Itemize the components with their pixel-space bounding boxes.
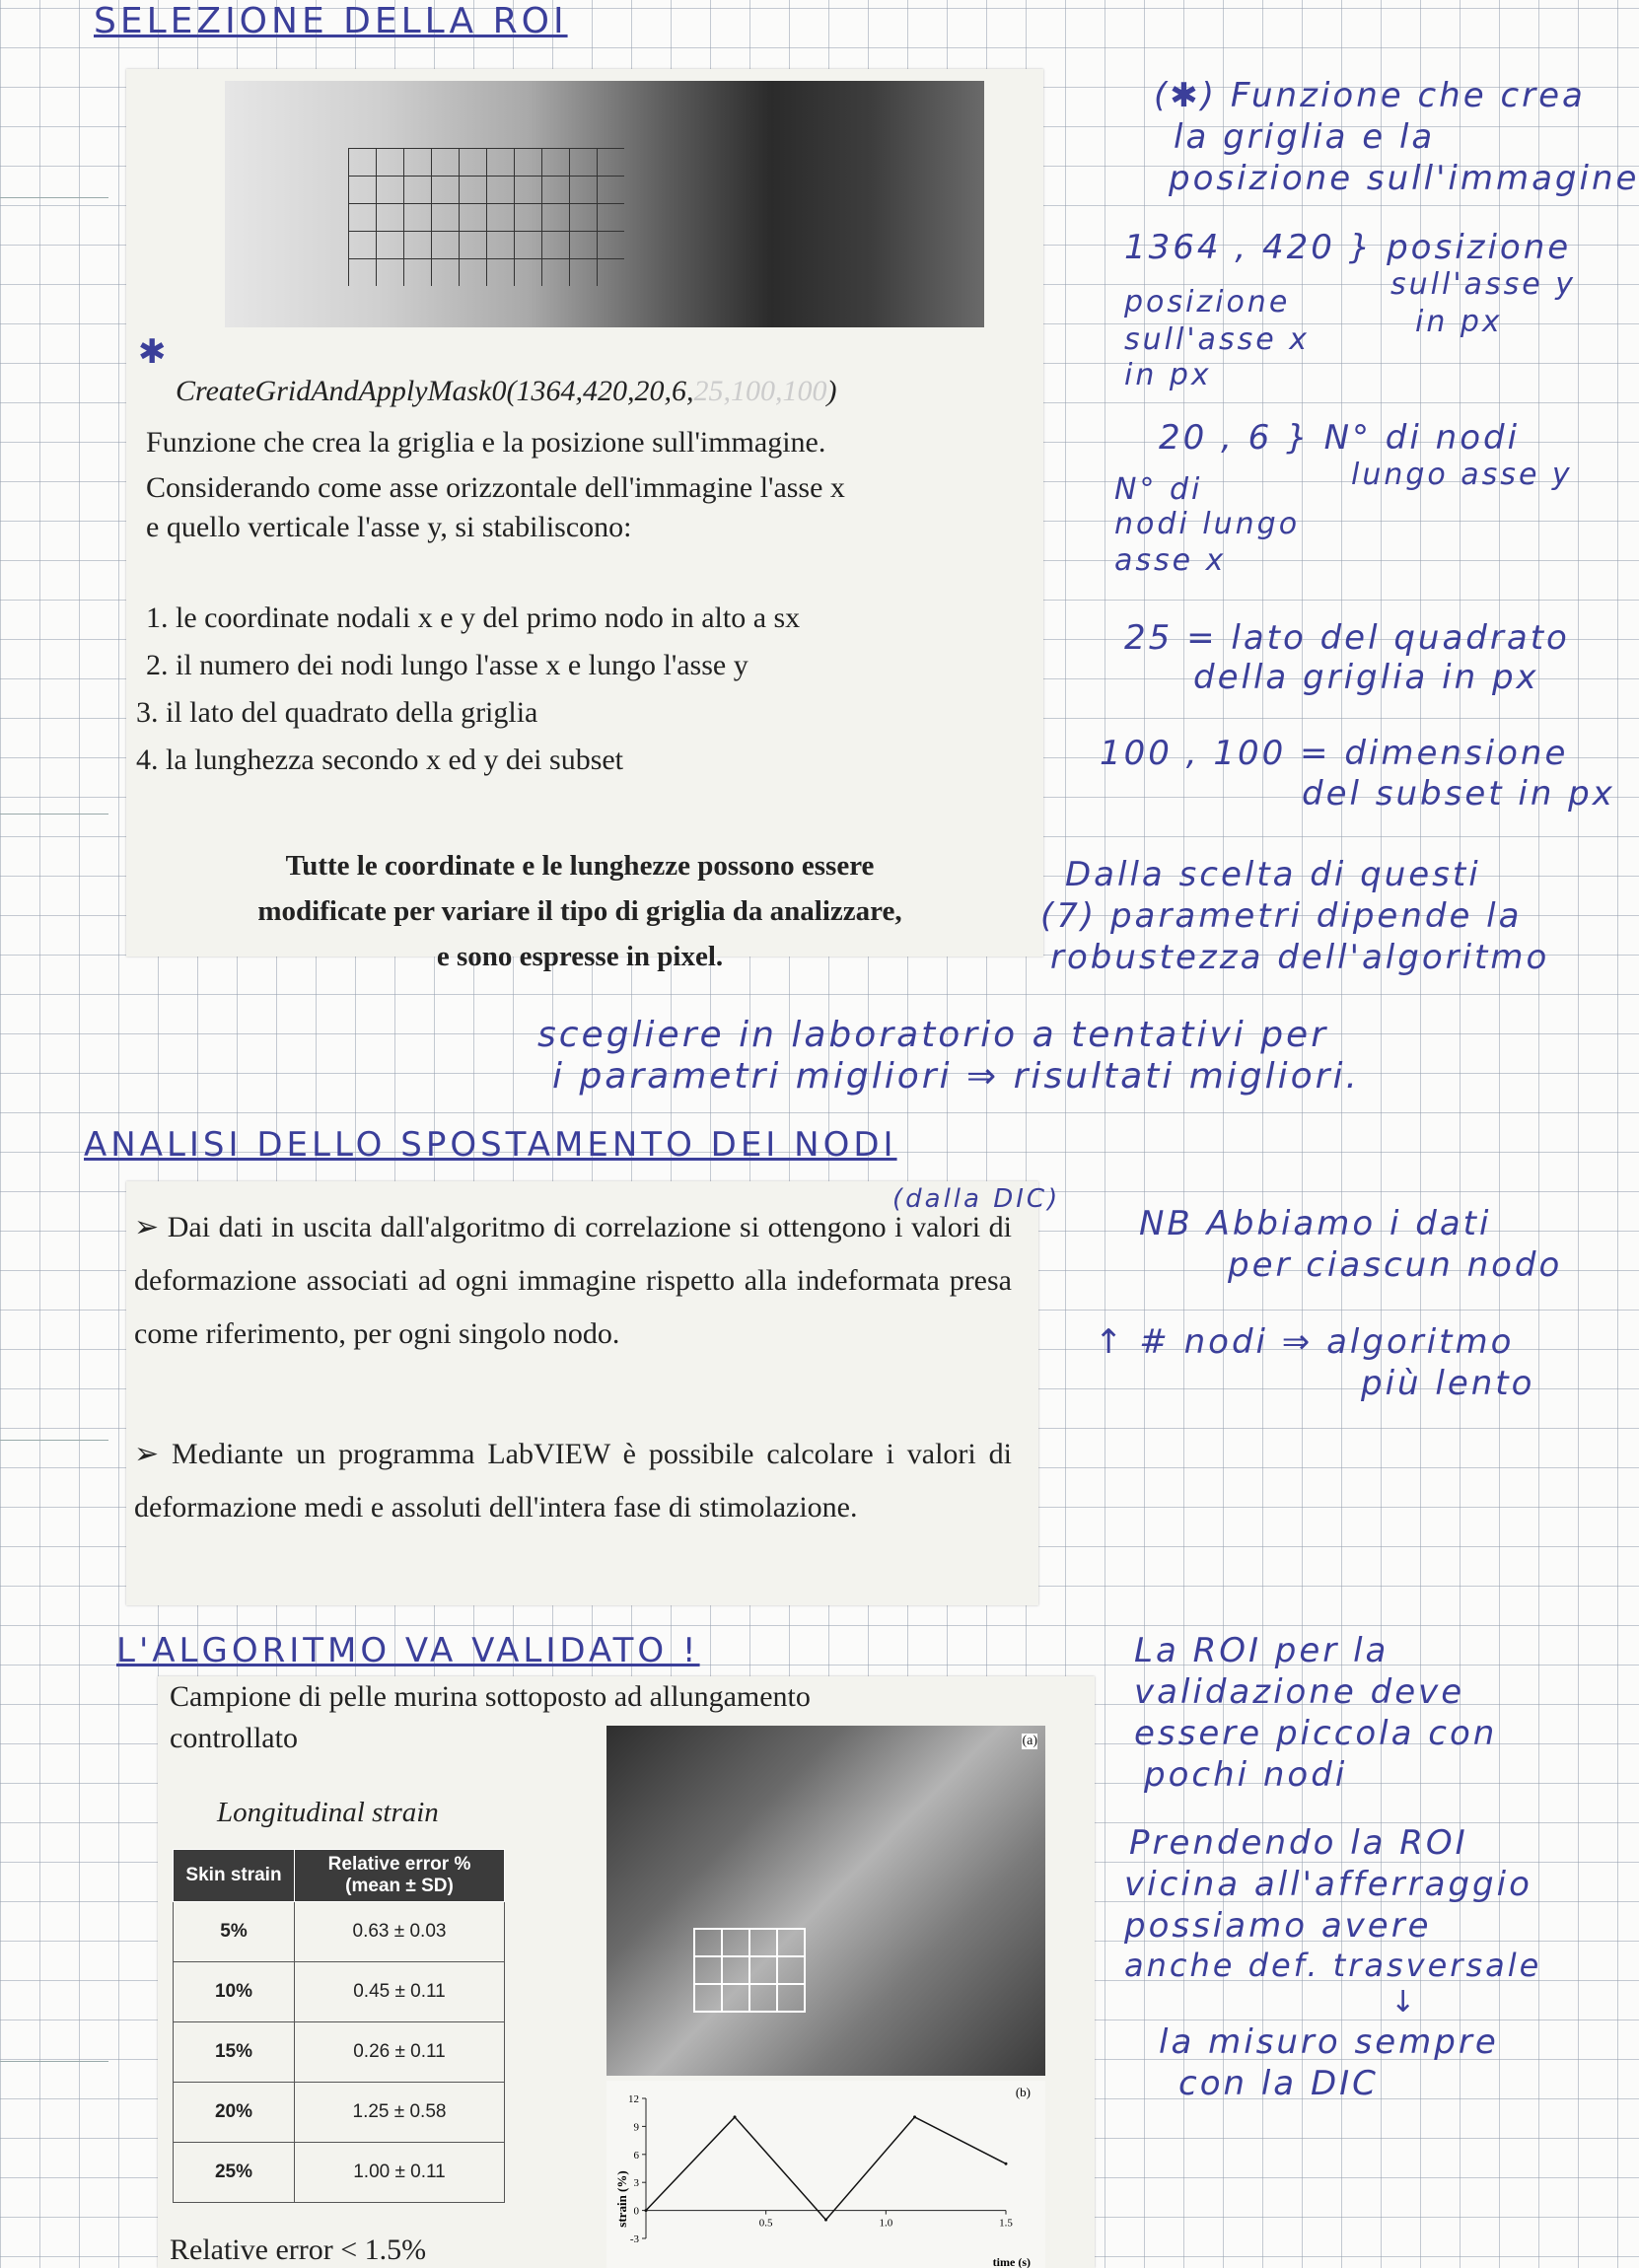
note-risultati: i parametri migliori ⇒ risultati migliori. bbox=[552, 1056, 1360, 1097]
note-dic: con la DIC bbox=[1178, 2064, 1379, 2103]
note-lento-2: più lento bbox=[1361, 1364, 1535, 1403]
panel-label-a: (a) bbox=[1022, 1734, 1037, 1748]
cell-strain: 10% bbox=[174, 1962, 295, 2022]
heading-analisi-spostamento: ANALISI DELLO SPOSTAMENTO DEI NODI bbox=[84, 1125, 897, 1165]
caption-line-1: Campione di pelle murina sottoposto ad allungamento bbox=[170, 1680, 811, 1713]
heading-selezione-roi: SELEZIONE DELLA ROI bbox=[94, 1, 568, 41]
relative-error-note: Relative error < 1.5% bbox=[170, 2233, 427, 2266]
roi-grid-overlay bbox=[348, 148, 624, 286]
function-call bbox=[176, 375, 836, 408]
y-tick-label: 12 bbox=[628, 2093, 639, 2105]
column-header-line: (mean ± SD) bbox=[345, 1876, 454, 1896]
specimen-photo bbox=[606, 1726, 1045, 2076]
slide-node-displacement bbox=[126, 1181, 1038, 1605]
strain-chart bbox=[606, 2081, 1045, 2268]
heading-algoritmo-validato: L'ALGORITMO VA VALIDATO ! bbox=[116, 1631, 700, 1670]
description-line-3: e quello verticale l'asse y, si stabiliscono: bbox=[146, 511, 632, 543]
note-roi-1: La ROI per la bbox=[1134, 1631, 1390, 1670]
note-in-px-y: in px bbox=[1415, 305, 1503, 339]
x-tick-label: 1.5 bbox=[999, 2217, 1013, 2230]
table-row bbox=[174, 2022, 505, 2083]
data-point bbox=[734, 2115, 737, 2118]
chart-ylabel: strain (%) bbox=[614, 2170, 629, 2228]
note-funzione-3: posizione sull'immagine bbox=[1169, 159, 1639, 198]
note-roi-3: essere piccola con bbox=[1134, 1714, 1498, 1753]
column-header-line: Relative error % bbox=[327, 1854, 471, 1875]
column-header bbox=[295, 1850, 505, 1902]
data-point bbox=[824, 2219, 827, 2222]
note-subset-px: del subset in px bbox=[1302, 774, 1615, 814]
cell-strain: 20% bbox=[174, 2083, 295, 2143]
binder-mark bbox=[0, 2061, 108, 2062]
column-header: Skin strain bbox=[174, 1850, 295, 1902]
note-lungo-y: lungo asse y bbox=[1351, 458, 1573, 492]
description-line-2: Considerando come asse orizzontale dell'immagine l'asse x bbox=[146, 471, 845, 504]
chart-xlabel: time (s) bbox=[992, 2255, 1031, 2268]
note-parametri: (7) parametri dipende la bbox=[1040, 896, 1523, 936]
note-nodi: 20 , 6 } N° di nodi bbox=[1159, 418, 1521, 458]
list-item: 1. le coordinate nodali x e y del primo nodo in alto a sx bbox=[146, 602, 801, 634]
strain-error-table bbox=[173, 1849, 505, 2203]
note-possiamo: possiamo avere bbox=[1124, 1906, 1432, 1946]
binder-mark bbox=[0, 814, 108, 815]
table-row bbox=[174, 1902, 505, 1962]
x-tick-label: 0.5 bbox=[758, 2217, 773, 2230]
panel-label-b: (b) bbox=[1015, 2085, 1031, 2099]
table-row bbox=[174, 2143, 505, 2203]
bold-note-2: modificate per variare il tipo di griglia da analizzare, bbox=[257, 895, 902, 927]
note-funzione-1: (✱) Funzione che crea bbox=[1154, 76, 1586, 115]
note-coord: 1364 , 420 } posizione bbox=[1124, 228, 1572, 267]
note-scelta: Dalla scelta di questi bbox=[1065, 855, 1481, 894]
asterisk-mark: ✱ bbox=[138, 332, 170, 372]
note-funzione-2: la griglia e la bbox=[1174, 117, 1436, 157]
description-line-1: Funzione che crea la griglia e la posizione sull'immagine. bbox=[146, 426, 826, 459]
function-main: CreateGridAndApplyMask0(1364,420,20,6, bbox=[176, 375, 694, 407]
y-tick-label: 0 bbox=[633, 2205, 639, 2218]
y-tick-label: 3 bbox=[633, 2177, 639, 2190]
cell-strain: 15% bbox=[174, 2022, 295, 2083]
caption-line-2: controllato bbox=[170, 1722, 298, 1754]
cell-error: 0.45 ± 0.11 bbox=[295, 1962, 505, 2022]
data-point bbox=[645, 2209, 648, 2212]
bold-note-1: Tutte le coordinate e le lunghezze possono essere bbox=[285, 850, 875, 882]
note-dalla-dic: (dalla DIC) bbox=[892, 1184, 1061, 1214]
y-tick-label: 9 bbox=[633, 2121, 639, 2134]
data-point bbox=[1005, 2162, 1008, 2165]
note-nodo: per ciascun nodo bbox=[1228, 1245, 1563, 1285]
note-asse-x: sull'asse x bbox=[1124, 322, 1310, 357]
list-item: 4. la lunghezza secondo x ed y dei subset bbox=[136, 744, 624, 776]
parameter-list bbox=[136, 602, 800, 791]
y-tick-label: 6 bbox=[633, 2149, 639, 2162]
note-asse-x-2: asse x bbox=[1114, 543, 1227, 578]
cell-error: 0.63 ± 0.03 bbox=[295, 1902, 505, 1962]
note-lento-1: ↑ # nodi ⇒ algoritmo bbox=[1095, 1322, 1515, 1362]
y-tick-label: -3 bbox=[629, 2233, 639, 2245]
binder-mark bbox=[0, 197, 108, 198]
note-lato: 25 = lato del quadrato bbox=[1124, 618, 1570, 658]
function-faint-params: 25,100,100 bbox=[693, 375, 827, 407]
note-misuro: la misuro sempre bbox=[1159, 2022, 1499, 2062]
note-asse-y: sull'asse y bbox=[1390, 267, 1576, 302]
slide-validation bbox=[158, 1676, 1095, 2268]
cell-error: 1.00 ± 0.11 bbox=[295, 2143, 505, 2203]
note-roi-4: pochi nodi bbox=[1144, 1755, 1348, 1795]
chart-background bbox=[606, 2081, 1045, 2268]
note-posizione: posizione bbox=[1124, 285, 1291, 319]
arrow-down-icon: ↓ bbox=[1390, 1985, 1419, 2020]
function-close: ) bbox=[826, 375, 837, 407]
note-trasversale: anche def. trasversale bbox=[1124, 1947, 1542, 1984]
note-vicina: vicina all'afferraggio bbox=[1124, 1865, 1532, 1904]
bullet-dic-output: ➢ Dai dati in uscita dall'algoritmo di correlazione si ottengono i valori di deformazione associati ad ogni immagine rispetto alla indeformata presa come riferimento, per ogni singolo nodo. bbox=[134, 1211, 1012, 1350]
bold-note-3: e sono espresse in pixel. bbox=[436, 941, 724, 972]
cell-strain: 5% bbox=[174, 1902, 295, 1962]
list-item: 3. il lato del quadrato della griglia bbox=[136, 696, 538, 729]
table-title: Longitudinal strain bbox=[217, 1797, 439, 1828]
cell-strain: 25% bbox=[174, 2143, 295, 2203]
note-nodi-lungo: nodi lungo bbox=[1114, 507, 1301, 541]
data-point bbox=[913, 2115, 916, 2118]
note-roi-2: validazione deve bbox=[1134, 1672, 1465, 1712]
cell-error: 0.26 ± 0.11 bbox=[295, 2022, 505, 2083]
note-robustezza: robustezza dell'algoritmo bbox=[1050, 938, 1550, 977]
note-subset: 100 , 100 = dimensione bbox=[1100, 734, 1569, 773]
note-nb: NB Abbiamo i dati bbox=[1139, 1204, 1492, 1243]
bullet-labview: ➢ Mediante un programma LabVIEW è possibile calcolare i valori di deformazione medi e assoluti dell'intera fase di stimolazione. bbox=[134, 1438, 1012, 1524]
note-prendendo: Prendendo la ROI bbox=[1129, 1823, 1468, 1863]
table-row bbox=[174, 2083, 505, 2143]
cell-error: 1.25 ± 0.58 bbox=[295, 2083, 505, 2143]
slide-roi-selection bbox=[126, 69, 1043, 972]
note-in-px-x: in px bbox=[1124, 358, 1212, 392]
note-n-di: N° di bbox=[1114, 472, 1203, 507]
table-row bbox=[174, 1962, 505, 2022]
note-scegliere: scegliere in laboratorio a tentativi per bbox=[537, 1015, 1328, 1055]
x-tick-label: 1.0 bbox=[879, 2217, 893, 2230]
binder-mark bbox=[0, 1440, 108, 1441]
note-griglia-px: della griglia in px bbox=[1193, 658, 1539, 697]
validation-grid bbox=[693, 1928, 806, 2013]
list-item: 2. il numero dei nodi lungo l'asse x e lungo l'asse y bbox=[146, 649, 748, 681]
